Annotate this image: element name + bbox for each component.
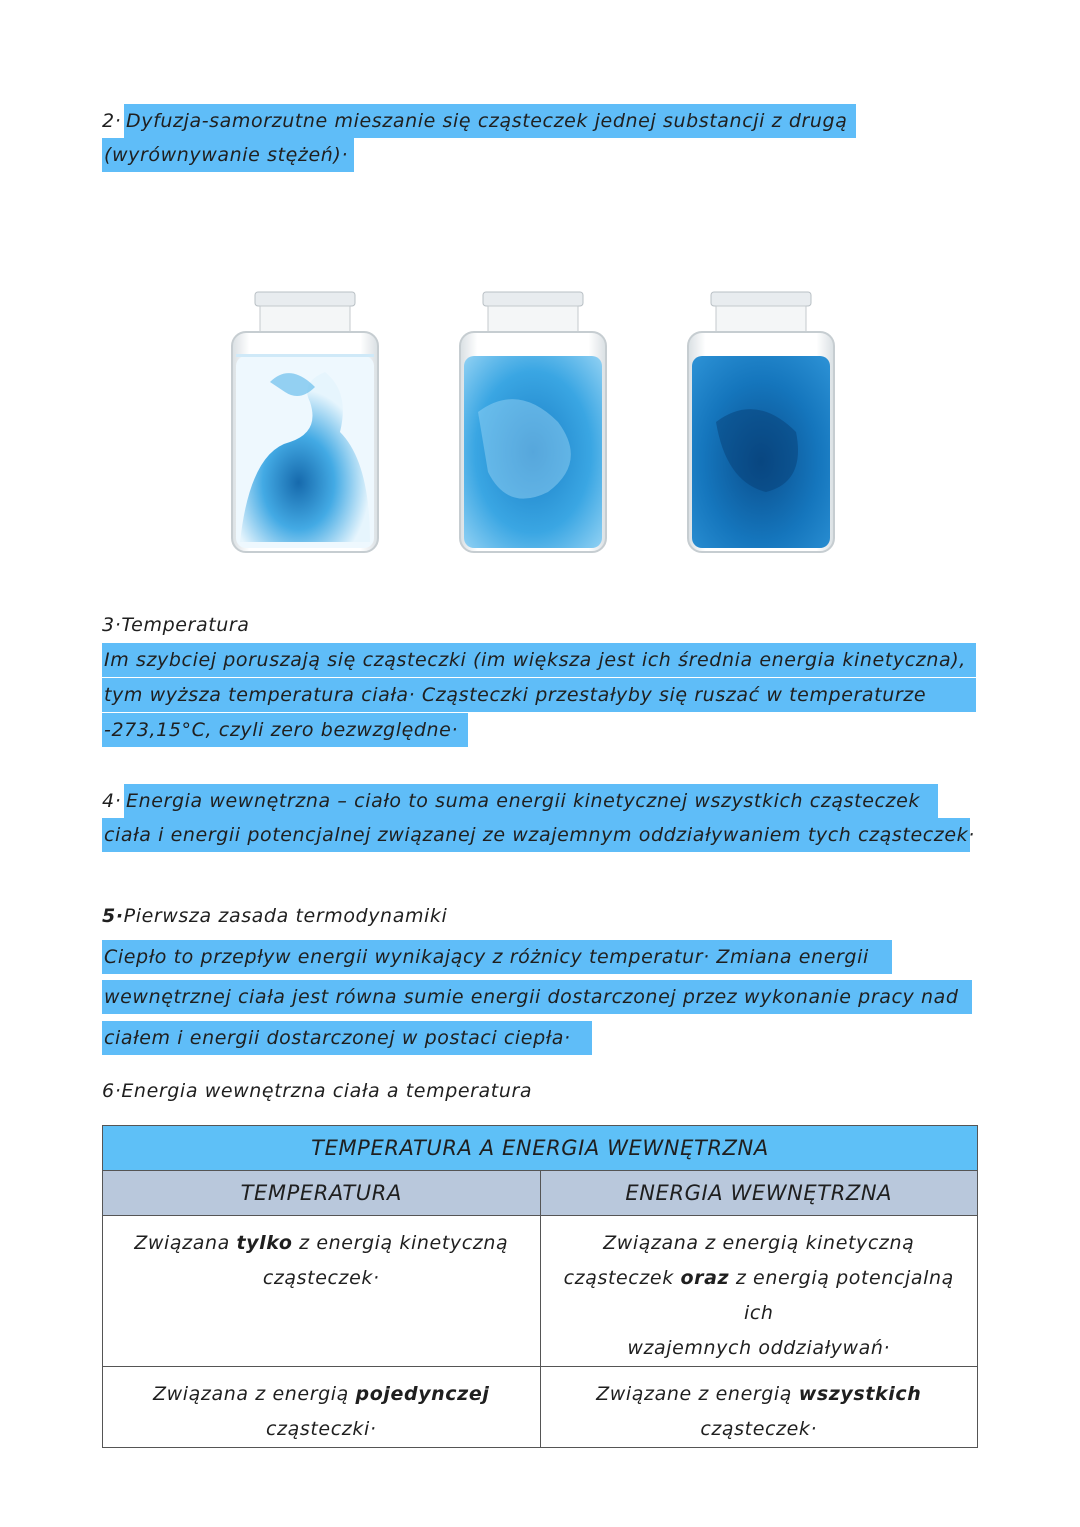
cell-bold: wszystkich [798,1383,922,1405]
section2-number: 2· [102,110,122,132]
section5-line3: ciałem i energii dostarczonej w postaci ciepła· [102,1021,592,1055]
section4-line1: Energia wewnętrzna – ciało to suma energii kinetycznej wszystkich cząsteczek [124,784,938,818]
section5-line2: wewnętrznej ciała jest równa sumie energii dostarczonej przez wykonanie pracy nad [102,980,972,1014]
cell-text: cząsteczek [563,1267,674,1289]
jar-3 [688,292,834,552]
absolute-zero-value: -273,15 [104,719,182,741]
section2-line1: Dyfuzja-samorzutne mieszanie się cząsteczek jednej substancji z drugą [124,104,856,138]
cell-text: Związane z energią [596,1383,793,1405]
table-header-internal-energy: ENERGIA WEWNĘTRZNA [540,1171,978,1216]
cell-text: Związana [134,1232,230,1254]
cell-text: cząsteczek· [262,1267,380,1289]
section5-heading-number: 5· [102,905,124,927]
cell-text: z energią potencjalną ich [735,1267,954,1324]
cell-bold: tylko [236,1232,293,1254]
jar-1 [232,292,378,552]
table-cell [103,1216,541,1367]
section3-line2: tym wyższa temperatura ciała· Cząsteczki przestałyby się ruszać w temperaturze [102,678,976,712]
section3-line1: Im szybciej poruszają się cząsteczki (im większa jest ich średnia energia kinetyczna), [102,643,976,677]
cell-text: cząsteczek· [700,1418,818,1440]
table-row [103,1367,978,1448]
cell-text: Związana z energią [153,1383,349,1405]
table-title: TEMPERATURA A ENERGIA WEWNĘTRZNA [103,1126,978,1171]
absolute-zero-text: czyli zero bezwzględne· [218,719,459,741]
section4-line2: ciała i energii potencjalnej związanej ze wzajemnym oddziaływaniem tych cząsteczek· [102,818,970,852]
section5-heading [102,899,447,933]
table-row [103,1216,978,1367]
table-cell [103,1367,541,1448]
table-cell [540,1367,978,1448]
jar-2 [460,292,606,552]
cell-text: z energią kinetyczną [299,1232,509,1254]
section2-line2: (wyrównywanie stężeń)· [102,138,354,172]
section5-line1: Ciepło to przepływ energii wynikający z różnicy temperatur· Zmiana energii [102,940,892,974]
cell-text: wzajemnych oddziaływań· [627,1337,891,1359]
cell-text: cząsteczki· [266,1418,377,1440]
section3-heading: 3·Temperatura [102,614,250,636]
section4-number: 4· [102,790,122,812]
section6-heading: 6·Energia wewnętrzna ciała a temperatura [102,1080,533,1102]
section3-line3 [102,713,468,747]
cell-text: Związana z energią kinetyczną [603,1232,915,1254]
diffusion-jars-illustration [220,286,850,566]
section5-heading-text: Pierwsza zasada termodynamiki [123,905,448,927]
table-header-temperature: TEMPERATURA [103,1171,541,1216]
cell-bold: oraz [680,1267,730,1289]
cell-bold: pojedynczej [355,1383,490,1405]
absolute-zero-unit: °C, [181,719,213,741]
table-cell [540,1216,978,1367]
comparison-table [102,1125,978,1448]
